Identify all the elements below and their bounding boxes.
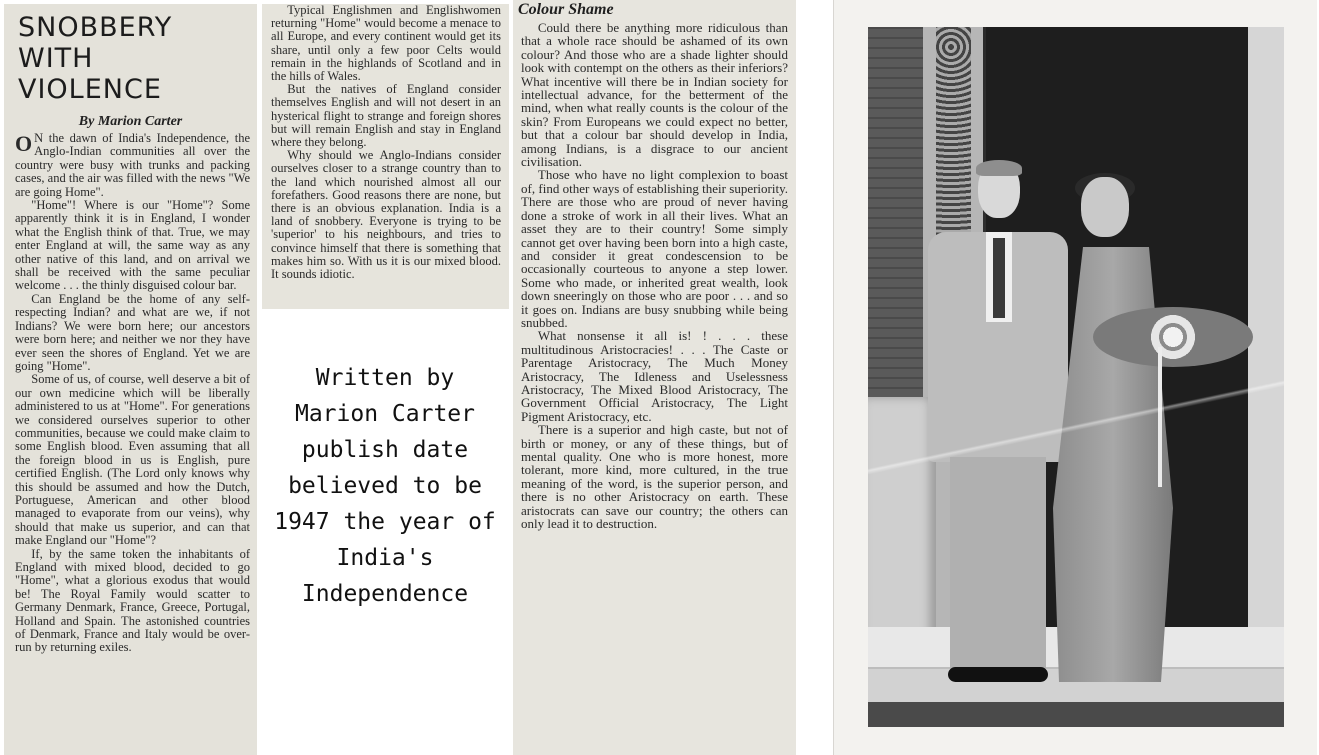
headline-line-1: SNOBBERY <box>18 12 173 43</box>
article-column-3 <box>513 0 796 755</box>
headline <box>18 12 257 105</box>
article-body-col1 <box>4 132 257 655</box>
paragraph: Can England be the home of any self-respecting Indian? and what are we, if not Indians? We were born here; our ancestors were born here; and neither we nor they have ever seen the shores of England. Yet we are going "Home". <box>15 291 250 373</box>
caption-note <box>262 360 508 612</box>
paragraph: "Home"! Where is our "Home"? Some apparently think it is in England, I wonder what the English think of that. True, we may enter England at will, the same way as any other native of this land, and on arrival we shall be received with the same peculiar welcome . . . the thinly disguised colour bar. <box>15 198 250 293</box>
paragraph: There is a superior and high caste, but not of birth or money, or any of these things, but of mental quality. One who is more honest, more tolerant, more kind, more cultured, in the true meaning of the word, is the superior person, and there is no other Aristocracy on earth. These aristocrats can save our country; the others can only lead it to destruction. <box>521 422 788 532</box>
article-body-col2 <box>262 4 509 281</box>
article-body-col3 <box>513 21 796 530</box>
note-line: publish date <box>301 437 469 463</box>
article-column-1 <box>4 4 257 755</box>
drop-cap: O <box>15 131 33 156</box>
paragraph: If, by the same token the inhabitants of England with mixed blood, decided to go "Home", what a glorious exodus that would be! The Royal Family would scatter to Germany Denmark, France, Greece, Portugal, Holland and Spain. The astonished countries of Denmark, France and Italy would be over-run by returning exiles. <box>15 546 250 655</box>
note-line: 1947 the year of <box>274 509 496 535</box>
paragraph: Some of us, of course, well deserve a bit of our own medicine which will be liberally administered to us at "Home". For generations we considered ourselves superior to other communities, because we could make claim to some English blood. Even assuming that all the foreign blood in us is English, pure certified English. (The Lord only knows why this should be assumed and how the Dutch, Portuguese, American and other blood managed to evaporate from our veins), why should that make us superior, and can that make England our "Home"? <box>15 372 250 548</box>
headline-line-2: WITH <box>18 43 94 74</box>
photo-crease <box>868 27 1284 727</box>
paragraph: But the natives of England consider themselves English and will not desert in an hysterical flight to strange and foreign shores but will remain English and stay in England where they belong. <box>271 82 501 150</box>
photo-print <box>833 0 1317 755</box>
note-line: Marion Carter <box>294 401 475 427</box>
paragraph: Why should we Anglo-Indians consider ourselves closer to a strange country than to the land which nourished almost all our forefathers. Good reasons there are none, but there is an obvious explanation. India is a land of snobbery. Everyone is trying to be 'superior' to his neighbours, and tries to convince himself that there is something that makes him so. With us it is our mixed blood. It sounds idiotic. <box>271 148 501 282</box>
paragraph: What nonsense it all is! ! . . . these multitudinous Aristocracies! . . . The Caste or Parentage Aristocracy, The Much Money Aristocracy, The Idleness and Uselessness Aristocracy, The Mixed Blood Aristocracy, The Government Official Aristocracy, The Light Pigment Aristocracy, etc. <box>521 328 788 424</box>
subheading: Colour Shame <box>518 1 614 18</box>
paragraph-text: N the dawn of India's Independence, the Anglo-Indian communities all over the country were busy with trunks and packing cases, and the air was filled with the news "We are going Home". <box>15 131 250 199</box>
wedding-photo-icon <box>868 27 1284 727</box>
paragraph: Typical Englishmen and Englishwomen returning "Home" would become a menace to all Europe, and every continent would get its share, until only a few poor Celts would remain in the highlands of Scotland and in the hills of Wales. <box>271 4 501 84</box>
paragraph <box>15 132 250 199</box>
note-line: Independence <box>301 581 469 607</box>
byline: By Marion Carter <box>78 114 183 129</box>
article-column-2 <box>262 4 509 309</box>
note-line: Written by <box>315 365 455 391</box>
note-line: believed to be <box>288 473 482 499</box>
paragraph: Those who have no light complexion to boast of, find other ways of establishing their superiority. There are those who are proud of never having done a stroke of work in all their lives. What an asset they are to their country! Some simply cannot get over having been born into a high caste, and consider it great condescension to be occasionally courteous to anyone a step lower. Some who made, or inherited great wealth, look down sneeringly on those who are poor . . . and so it goes on. Indians are busy snubbing while being snubbed. <box>521 167 788 330</box>
headline-line-3: VIOLENCE <box>18 74 162 105</box>
paragraph: Could there be anything more ridiculous than that a whole race should be ashamed of its own colour? And those who are a shade lighter should look with contempt on the others as their inferiors? What incentive will there be in Indian society for intellectual advance, for the betterment of the mind, when what really counts is the colour of the skin? From Europeans we could expect no better, but that a colour bar should develop in India, among Indians, is a disgrace to our ancient civilisation. <box>521 20 788 170</box>
note-line: India's <box>336 545 434 571</box>
